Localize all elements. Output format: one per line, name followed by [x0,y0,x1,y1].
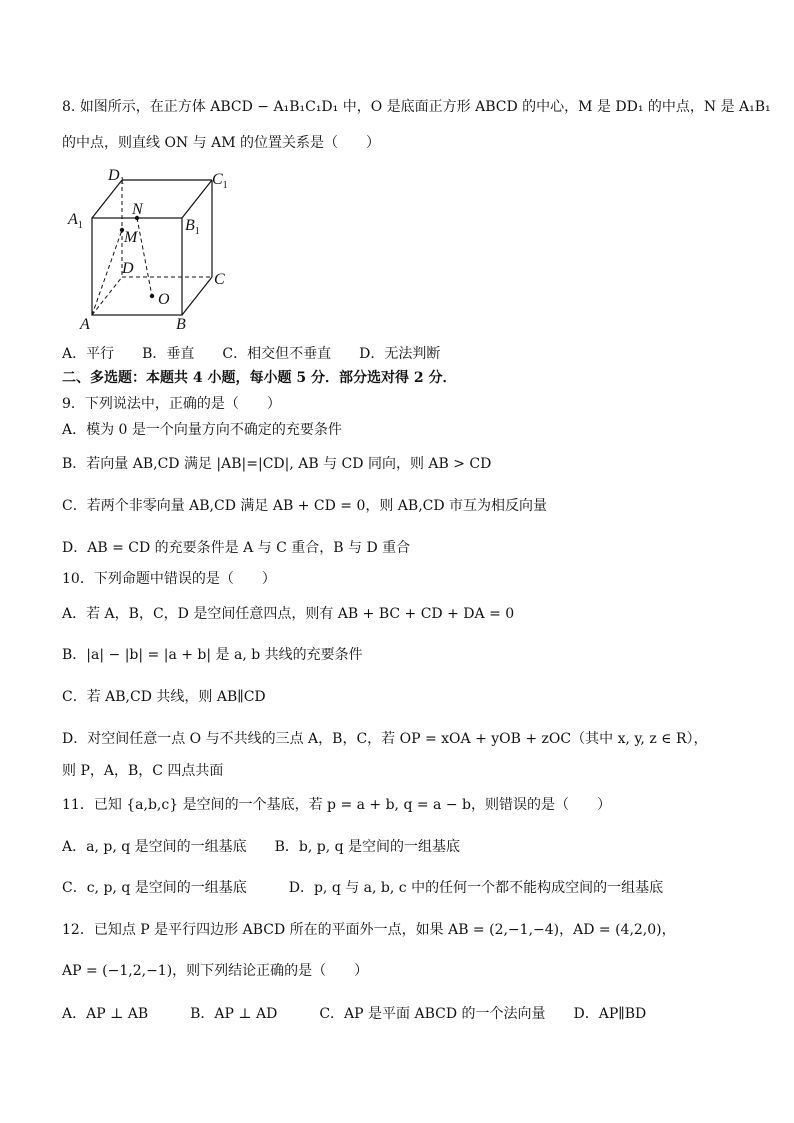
q9-option-d: D．AB = CD 的充要条件是 A 与 C 重合，B 与 D 重合 [62,540,411,556]
edge-bc [182,277,212,315]
label-b1: $B_1$ [185,217,200,237]
edge-ad-hidden [92,277,122,315]
q11-options-ab: A．a, p, q 是空间的一组基底 B．b, p, q 是空间的一组基底 [62,839,461,855]
q9-option-c: C．若两个非零向量 AB,CD 满足 AB + CD = 0，则 AB,CD 市互为相反向量 [62,498,548,514]
label-m: M [124,229,138,246]
label-c1: $C_1$ [212,171,228,191]
q10-option-c: C．若 AB,CD 共线，则 AB∥CD [62,689,266,705]
segment-on [137,218,152,296]
q9-option-b: B．若向量 AB,CD 满足 |AB|=|CD|, AB 与 CD 同向，则 AB > CD [62,456,492,472]
label-a1: $A_1$ [68,211,83,231]
q12-stem: 12．已知点 P 是平行四边形 ABCD 所在的平面外一点，如果 AB = (2,−1,−4)，AD = (4,2,0)， [62,922,676,938]
edge-a1d1 [92,180,122,218]
label-d1: $D_1$ [108,167,125,187]
label-o: O [158,291,170,308]
q10-stem: 10．下列命题中错误的是（ ） [62,571,276,587]
label-d: D [122,260,134,277]
q8-options: A．平行 B．垂直 C．相交但不垂直 D．无法判断 [62,346,441,362]
q8-stem-line1: 8. 如图所示，在正方体 ABCD − A₁B₁C₁D₁ 中，O 是底面正方形 ABCD 的中心，M 是 DD₁ 的中点，N 是 A₁B₁ [62,99,771,115]
q11-stem: 11．已知 {a,b,c} 是空间的一个基底，若 p = a + b, q = a − b，则错误的是（ ） [62,797,611,813]
label-n: N [132,201,143,218]
q10-option-a: A．若 A，B，C，D 是空间任意四点，则有 AB + BC + CD + DA = 0 [62,606,515,622]
segment-am [92,230,122,315]
q8-stem-line2: 的中点，则直线 ON 与 AM 的位置关系是（ ） [62,135,380,151]
label-b: B [176,316,186,333]
q12-options: A．AP ⊥ AB B．AP ⊥ AD C．AP 是平面 ABCD 的一个法向量 D．AP∥BD [62,1006,647,1022]
q10-option-b: B．|a| − |b| = |a + b| 是 a, b 共线的充要条件 [62,647,363,663]
q9-option-a: A．模为 0 是一个向量方向不确定的充要条件 [62,422,342,438]
q11-options-cd: C．c, p, q 是空间的一组基底 D．p, q 与 a, b, c 中的任何一个都不能构成空间的一组基底 [62,880,664,896]
cube-figure [60,162,250,334]
point-o [150,294,154,298]
label-c: C [214,271,225,288]
section2-title: 二、多选题：本题共 4 小题，每小题 5 分．部分选对得 2 分． [62,370,457,386]
q9-stem: 9．下列说法中，正确的是（ ） [62,396,281,412]
label-a: A [80,316,90,333]
q10-option-d: D．对空间任意一点 O 与不共线的三点 A，B，C，若 OP = xOA + yOB + zOC（其中 x, y, z ∈ R）， [62,731,708,747]
edge-b1c1 [182,180,212,218]
q10-option-d-line2: 则 P，A，B，C 四点共面 [62,763,224,779]
q12-stem-line2: AP = (−1,2,−1)，则下列结论正确的是（ ） [62,963,369,979]
